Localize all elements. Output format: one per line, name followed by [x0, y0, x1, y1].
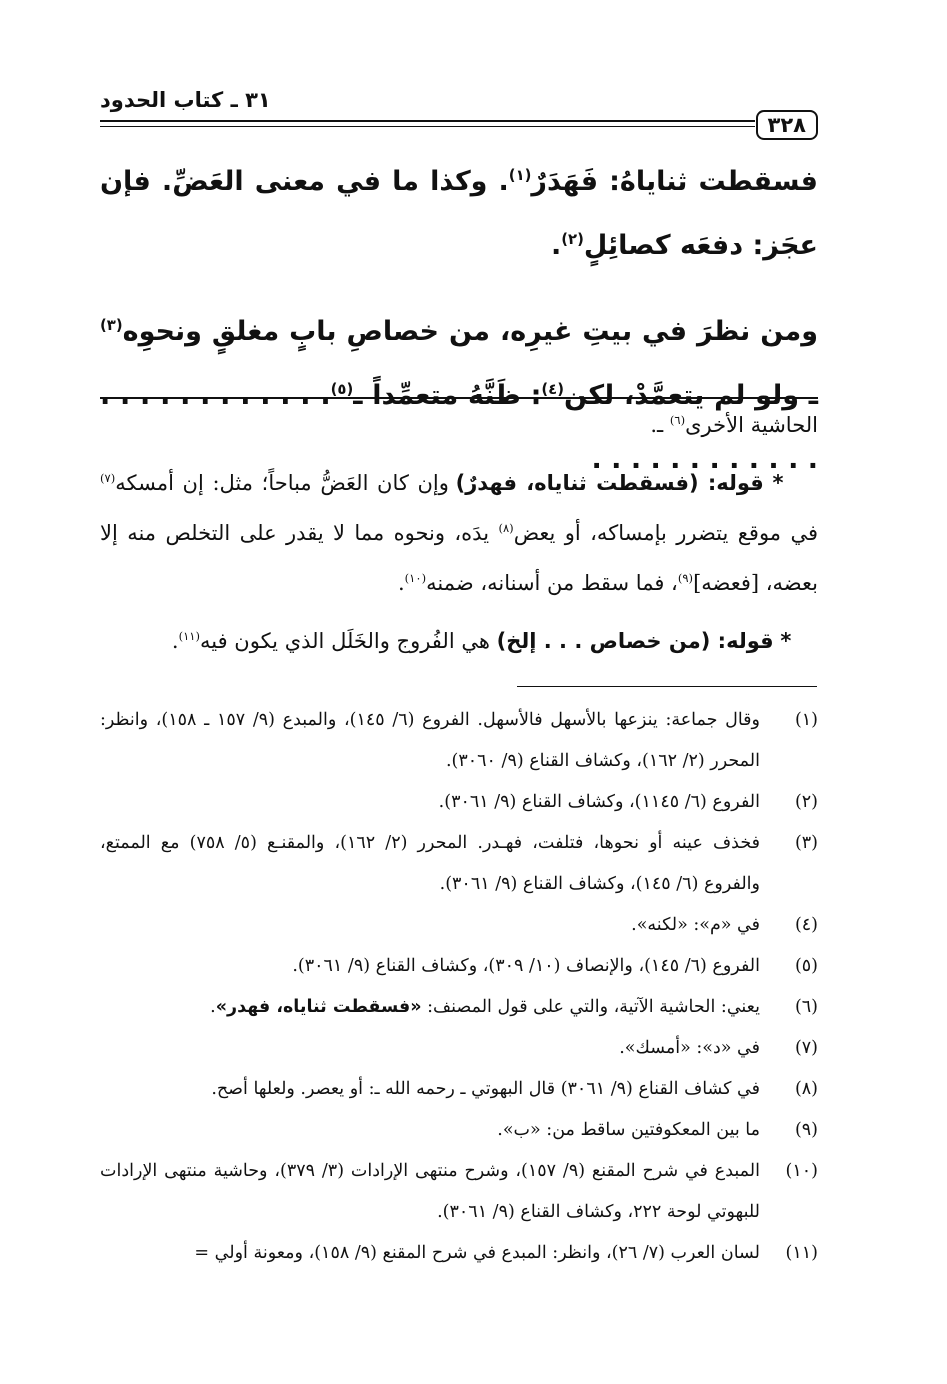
footnote-number: (٢): [794, 792, 818, 812]
main-paragraph-2: ومن نظرَ في بيتِ غيرِه، من خصاصِ بابٍ مغلقٍ ونحوِه$^{(٣)}$ ـ ولو لم يتعمَّدْ، لكن$^{(٤)}$: ظَنَّهُ متعمِّداً ـ$^{(٥)}$. . . . . . . . . . . . . . . . . . . . . . . .: [100, 316, 819, 475]
bullet-star: *: [772, 471, 784, 495]
footnote-item: [100, 1028, 818, 1069]
footnote-ref: (٥): [330, 380, 354, 398]
page-header: [100, 88, 818, 138]
footnote-ref: (١١): [178, 629, 200, 643]
footnote-item: [100, 1110, 818, 1151]
footnote-ref: (٢): [561, 230, 584, 248]
footnote-text: ما بين المعكوفتين ساقط من: «ب».: [497, 1120, 760, 1140]
footnote-text: الفروع (٦/ ١١٤٥)، وكشاف القناع (٩/ ٣٠٦١).: [438, 792, 760, 812]
footnote-text: فخذف عينه أو نحوها، فتلفت، فهـدر. المحرر (٢/ ١٦٢)، والمقنـع (٥/ ٧٥٨) مع الممتع، والفروع (٦/ ١٤٥)، وكشاف القناع (٩/ ٣٠٦١).: [100, 833, 761, 894]
footnote-number: (٥): [794, 956, 818, 976]
footnote-item: [100, 700, 818, 782]
footnote-item: [100, 1233, 818, 1274]
page-number: ٣٢٨: [756, 110, 818, 140]
footnote-text: الفروع (٦/ ١٤٥)، والإنصاف (١٠/ ٣٠٩)، وكشاف القناع (٩/ ٣٠٦١).: [292, 956, 760, 976]
footnote-text: في «م»: «لكنه».: [631, 915, 760, 935]
footnote-item: [100, 905, 818, 946]
footnote-ref: (٨): [498, 521, 514, 535]
footnote-ref: (٤): [541, 380, 565, 398]
commentary-text: [100, 400, 818, 666]
quote-lead: قوله: (من خصاص . . . إلخ): [496, 629, 774, 653]
footnote-item: [100, 823, 818, 905]
footnote-text: في «د»: «أمسك».: [619, 1038, 760, 1058]
footnote-item: [100, 1069, 818, 1110]
footnote-number: (١١): [785, 1243, 818, 1263]
footnote-number: (٦): [794, 997, 818, 1017]
main-separator: [100, 397, 818, 399]
footnote-text: وقال جماعة: ينزعها بالأسهل فالأسهل. الفروع (٦/ ١٤٥)، والمبدع (٩/ ١٥٧ ـ ١٥٨)، وانظر: المحرر (٢/ ١٦٢)، وكشاف القناع (٩/ ٣٠٦٠).: [100, 710, 760, 771]
footnote-ref: (١): [508, 166, 532, 184]
footnotes: [100, 700, 818, 1274]
commentary-title: الحاشية الأخرى$^{(٦)}$ ـ.: [650, 413, 818, 437]
footnote-ref: (٣): [100, 316, 123, 334]
footnote-number: (٣): [794, 833, 818, 853]
leader-dots: . . . . . . . . . . . . . . . . . . . . . . . .: [100, 380, 818, 475]
footnote-ref: (١٠): [404, 571, 427, 585]
footnote-ref: (٧): [100, 471, 116, 485]
footnote-ref: (٩): [677, 571, 694, 585]
footnote-ref: (٦): [669, 413, 686, 427]
footnote-text: يعني: الحاشية الآتية، والتي على قول المصنف: «فسقطت ثناياه، فهدر».: [210, 997, 760, 1017]
footnote-number: (١): [794, 710, 818, 730]
footnote-item: [100, 946, 818, 987]
footnote-text: المبدع في شرح المقنع (٩/ ١٥٧)، وشرح منتهى الإرادات (٣/ ٣٧٩)، وحاشية منتهى الإرادات للبهوتي لوحة ٢٢٢، وكشاف القناع (٩/ ٣٠٦١).: [100, 1161, 760, 1222]
footnote-item: [100, 1151, 818, 1233]
footnote-number: (٧): [794, 1038, 818, 1058]
bullet-star: *: [780, 629, 792, 653]
footnote-text: في كشاف القناع (٩/ ٣٠٦١) قال البهوتي ـ رحمه الله ـ: أو يعصر. ولعلها أصح.: [211, 1079, 760, 1099]
footnote-number: (١٠): [785, 1161, 818, 1181]
chapter-title: ٣١ ـ كتاب الحدود: [100, 88, 271, 112]
footnote-number: (٨): [794, 1079, 818, 1099]
footnote-number: (٩): [794, 1120, 818, 1140]
header-rule: [100, 120, 755, 127]
quote-lead: قوله: (فسقطت ثناياه، فهدرٌ): [455, 471, 764, 495]
footnote-item: [100, 987, 818, 1028]
commentary-paragraph-2: * قوله: (من خصاص . . . إلخ) هي الفُروج والخَلَل الذي يكون فيه$^{(١١)}$.: [171, 629, 792, 653]
footnote-number: (٤): [794, 915, 818, 935]
commentary-paragraph-1: * قوله: (فسقطت ثناياه، فهدرٌ) وإن كان العَضُّ مباحاً؛ مثل: إن أمسكه$^{(٧)}$ في موقع يتضرر بإمساكه، أو يعض$^{(٨)}$ يدَه، ونحوه مما لا يقدر على التخلص منه إلا بعضه، [فعضه]$^{(٩)}$، فما سقط من أسنانه، ضمنه$^{(١٠)}$.: [100, 471, 818, 595]
footnote-separator: [517, 686, 817, 687]
footnote-text: لسان العرب (٧/ ٢٦)، وانظر: المبدع في شرح المقنع (٩/ ١٥٨)، ومعونة أولي =: [194, 1243, 760, 1263]
footnote-item: [100, 782, 818, 823]
main-paragraph-1: فسقطت ثناياهُ: فَهَدَرٌ$^{(١)}$. وكذا ما في معنى العَضِّ. فإن عجَز: دفعَه كصائِلٍ$^{(٢)}$.: [100, 166, 818, 261]
